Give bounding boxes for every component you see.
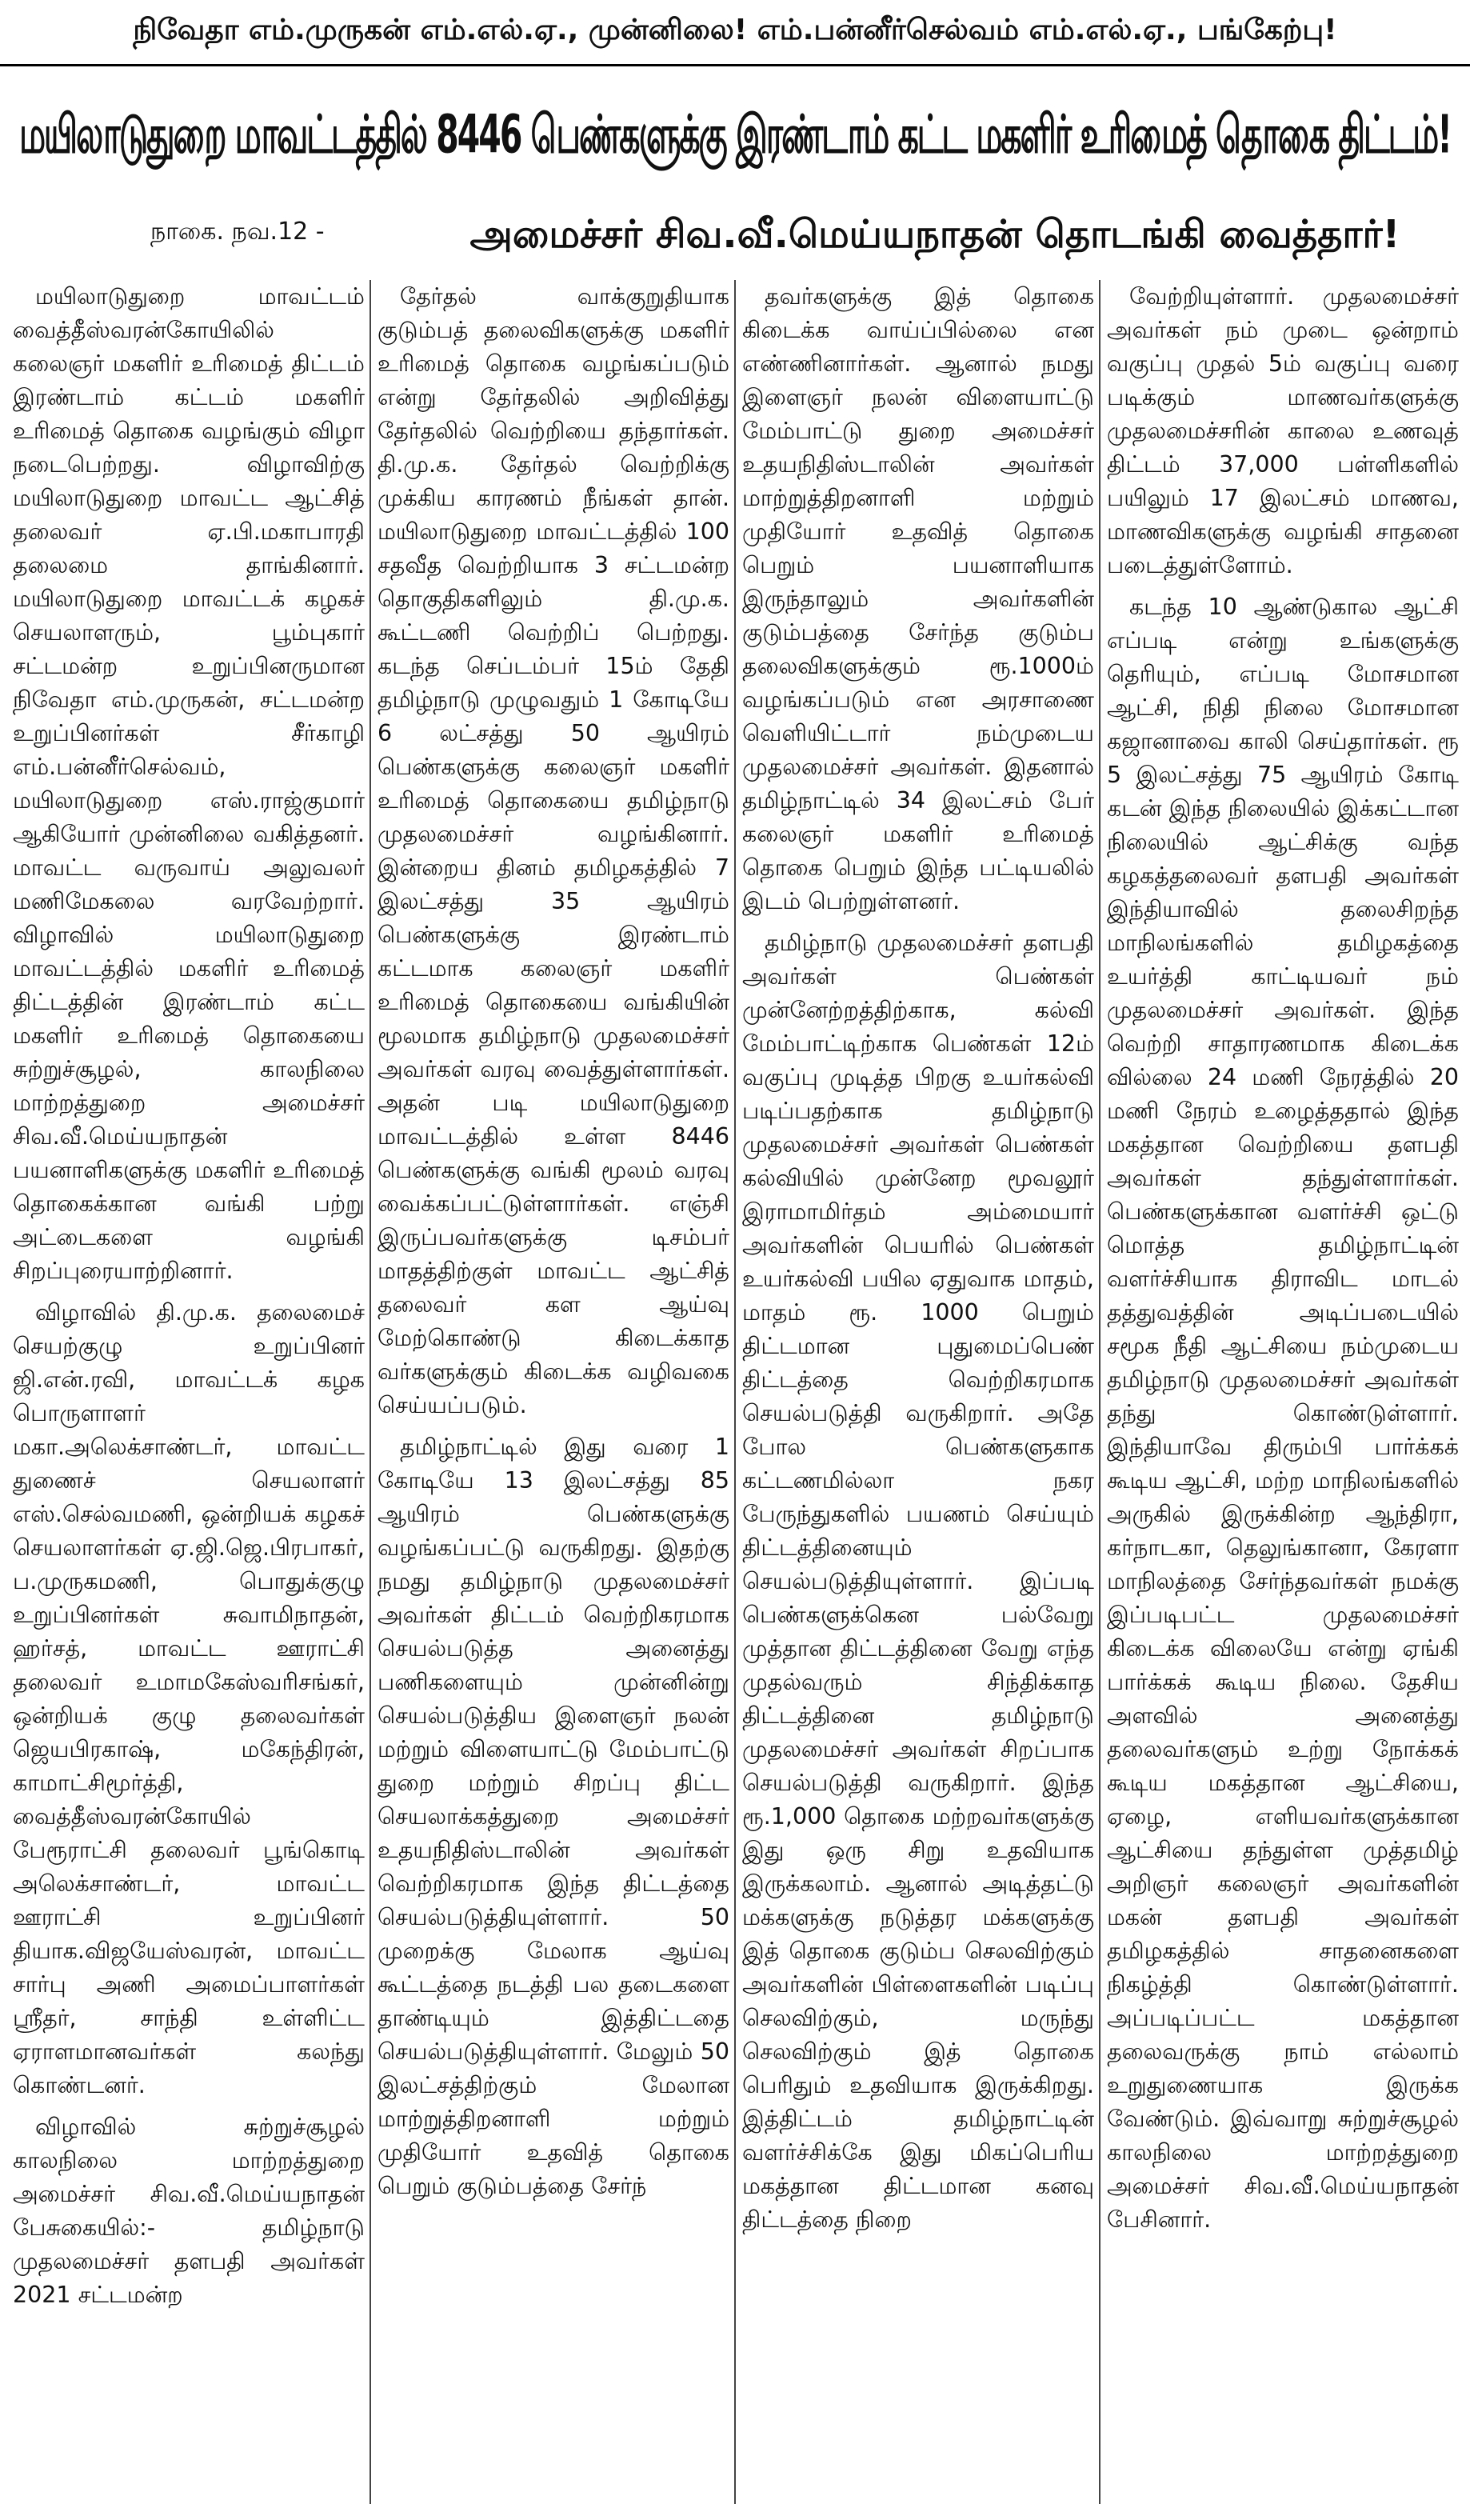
paragraph: கடந்த 10 ஆண்டுகால ஆட்சி எப்படி என்று உங்களுக்கு தெரியும், எப்படி மோசமான ஆட்சி, நிதி நிலை மோசமான கஜானாவை காலி செய்தார்கள். ரூ 5 இலட்சத்து 75 ஆயிரம் கோடி கடன் இந்த நிலையில் இக்கட்டான நிலையில் ஆட்சிக்கு வந்த கழகத்தலைவர் தளபதி அவர்கள் இந்தியாவில் தலைசிறந்த மாநிலங்களில் தமிழகத்தை உயர்த்தி காட்டியவர் நம் முதலமைச்சர் அவர்கள். இந்த வெற்றி சாதாரணமாக கிடைக்க வில்லை 24 மணி நேரத்தில் 20 மணி நேரம் உழைத்ததால் இந்த மகத்தான வெற்றியை தளபதி அவர்கள் தந்துள்ளார்கள். பெண்களுக்கான வளர்ச்சி ஒட்டு மொத்த தமிழ்நாட்டின் வளர்ச்சியாக திராவிட மாடல் தத்துவத்தின் அடிப்படையில் சமூக நீதி ஆட்சியை நம்முடைய தமிழ்நாடு முதலமைச்சர் அவர்கள் தந்து கொண்டுள்ளார். இந்தியாவே திரும்பி பார்க்கக் கூடிய ஆட்சி, மற்ற மாநிலங்களில் அருகில் இருக்கின்ற ஆந்திரா, கர்நாடகா, தெலுங்கானா, கேரளா மாநிலத்தை சேர்ந்தவர்கள் நமக்கு இப்படிபட்ட முதலமைச்சர் கிடைக்க விலையே என்று ஏங்கி பார்க்கக் கூடிய நிலை. தேசிய அளவில் அனைத்து தலைவர்களும் உற்று நோக்கக் கூடிய மகத்தான ஆட்சியை, ஏழை, எளியவர்களுக்கான ஆட்சியை தந்துள்ள முத்தமிழ் அறிஞர் கலைஞர் அவர்களின் மகன் தளபதி அவர்கள் தமிழகத்தில் சாதனைகளை நிகழ்த்தி கொண்டுள்ளார். அப்படிப்பட்ட மகத்தான தலைவருக்கு நாம் எல்லாம் உறுதுணையாக இருக்க வேண்டும். இவ்வாறு சுற்றுச்சூழல் காலநிலை மாற்றத்துறை அமைச்சர் சிவ.வீ.மெய்யநாதன் பேசினார். <box>1107 594 1459 2233</box>
paragraph: தமிழ்நாடு முதலமைச்சர் தளபதி அவர்கள் பெண்கள் முன்னேற்றத்திற்காக, கல்வி மேம்பாட்டிற்காக பெண்கள் 12ம் வகுப்பு முடித்த பிறகு உயர்கல்வி படிப்பதற்காக தமிழ்நாடு முதலமைச்சர் அவர்கள் பெண்கள் கல்வியில் முன்னேற மூவலூர் இராமாமிர்தம் அம்மையார் அவர்களின் பெயரில் பெண்கள் உயர்கல்வி பயில ஏதுவாக மாதம், மாதம் ரூ. 1000 பெறும் திட்டமான புதுமைப்பெண் திட்டத்தை வெற்றிகரமாக செயல்படுத்தி வருகிறார். அதே போல பெண்களுகாக கட்டணமில்லா நகர பேருந்துகளில் பயணம் செய்யும் திட்டத்தினையும் செயல்படுத்தியுள்ளார். இப்படி பெண்களுக்கென பல்வேறு முத்தான திட்டத்தினை வேறு எந்த முதல்வரும் சிந்திக்காத திட்டத்தினை தமிழ்நாடு முதலமைச்சர் அவர்கள் சிறப்பாக செயல்படுத்தி வருகிறார். இந்த ரூ.1,000 தொகை மற்றவர்களுக்கு இது ஒரு சிறு உதவியாக இருக்கலாம். ஆனால் அடித்தட்டு மக்களுக்கு நடுத்தர மக்களுக்கு இத் தொகை குடும்ப செலவிற்கும் அவர்களின் பிள்ளைகளின் படிப்பு செலவிற்கும், மருந்து செலவிற்கும் இத் தொகை பெரிதும் உதவியாக இருக்கிறது. இத்திட்டம் தமிழ்நாட்டின் வளர்ச்சிக்கே இது மிகப்பெரிய மகத்தான திட்டமான கனவு திட்டத்தை நிறை <box>742 930 1094 2233</box>
column-rule <box>1099 280 1101 2504</box>
paragraph: வேற்றியுள்ளார். முதலமைச்சர் அவர்கள் நம் முடை ஒன்றாம் வகுப்பு முதல் 5ம் வகுப்பு வரை படிக்கும் மாணவர்களுக்கு முதலமைச்சரின் காலை உணவுத் திட்டம் 37,000 பள்ளிகளில் பயிலும் 17 இலட்சம் மாணவ, மாணவிகளுக்கு வழங்கி சாதனை படைத்துள்ளோம். <box>1107 283 1459 578</box>
paragraph: விழாவில் தி.மு.க. தலைமைச் செயற்குழு உறுப்பினர் ஜி.என்.ரவி, மாவட்டக் கழக பொருளாளர் மகா.அலெக்சாண்டர், மாவட்ட துணைச் செயலாளர் எஸ்.செல்வமணி, ஒன்றியக் கழகச் செயலாளர்கள் ஏ.ஜி.ஜெ.பிரபாகர், ப.முருகமணி, பொதுக்குழு உறுப்பினர்கள் சுவாமிநாதன், ஹர்சத், மாவட்ட ஊராட்சி தலைவர் உமாமகேஸ்வரிசங்கர், ஒன்றியக் குழு தலைவர்கள் ஜெயபிரகாஷ், மகேந்திரன், காமாட்சிமூர்த்தி, வைத்தீஸ்வரன்கோயில் பேரூராட்சி தலைவர் பூங்கொடி அலெக்சாண்டர், மாவட்ட ஊராட்சி உறுப்பினர் தியாக.விஜயேஸ்வரன், மாவட்ட சார்பு அணி அமைப்பாளர்கள் ஸ்ரீதர், சாந்தி உள்ளிட்ட ஏராளமானவர்கள் கலந்து கொண்டனர். <box>13 1299 365 2098</box>
paragraph: தேர்தல் வாக்குறுதியாக குடும்பத் தலைவிகளுக்கு மகளிர் உரிமைத் தொகை வழங்கப்படும் என்று தேர்தலில் அறிவித்து தேர்தலில் வெற்றியை தந்தார்கள். தி.மு.க. தேர்தல் வெற்றிக்கு முக்கிய காரணம் நீங்கள் தான். மயிலாடுதுறை மாவட்டத்தில் 100 சதவீத வெற்றியாக 3 சட்டமன்ற தொகுதிகளிலும் தி.மு.க. கூட்டணி வெற்றிப் பெற்றது. கடந்த செப்டம்பர் 15ம் தேதி தமிழ்நாடு முழுவதும் 1 கோடியே 6 லட்சத்து 50 ஆயிரம் பெண்களுக்கு கலைஞர் மகளிர் உரிமைத் தொகையை தமிழ்நாடு முதலமைச்சர் வழங்கினார். இன்றைய தினம் தமிழகத்தில் 7 இலட்சத்து 35 ஆயிரம் பெண்களுக்கு இரண்டாம் கட்டமாக கலைஞர் மகளிர் உரிமைத் தொகையை வங்கியின் மூலமாக தமிழ்நாடு முதலமைச்சர் அவர்கள் வரவு வைத்துள்ளார்கள். அதன் படி மயிலாடுதுறை மாவட்டத்தில் உள்ள 8446 பெண்களுக்கு வங்கி மூலம் வரவு வைக்கப்பட்டுள்ளார்கள். எஞ்சி இருப்பவர்களுக்கு டிசம்பர் மாதத்திற்குள் மாவட்ட ஆட்சித் தலைவர் கள ஆய்வு மேற்கொண்டு கிடைக்காத வர்களுக்கும் கிடைக்க வழிவகை செய்யப்படும். <box>377 283 729 1418</box>
paragraph: மயிலாடுதுறை மாவட்டம் வைத்தீஸ்வரன்கோயிலில் கலைஞர் மகளிர் உரிமைத் திட்டம் இரண்டாம் கட்டம் மகளிர் உரிமைத் தொகை வழங்கும் விழா நடைபெற்றது. விழாவிற்கு மயிலாடுதுறை மாவட்ட ஆட்சித் தலைவர் ஏ.பி.மகாபாரதி தலைமை தாங்கினார். மயிலாடுதுறை மாவட்டக் கழகச் செயலாளரும், பூம்புகார் சட்டமன்ற உறுப்பினருமான நிவேதா எம்.முருகன், சட்டமன்ற உறுப்பினர்கள் சீர்காழி எம்.பன்னீர்செல்வம், மயிலாடுதுறை எஸ்.ராஜ்குமார் ஆகியோர் முன்னிலை வகித்தனர். மாவட்ட வருவாய் அலுவலர் மணிமேகலை வரவேற்றார். விழாவில் மயிலாடுதுறை மாவட்டத்தில் மகளிர் உரிமைத் திட்டத்தின் இரண்டாம் கட்ட மகளிர் உரிமைத் தொகையை சுற்றுச்சூழல், காலநிலை மாற்றத்துறை அமைச்சர் சிவ.வீ.மெய்யநாதன் பயனாளிகளுக்கு மகளிர் உரிமைத் தொகைக்கான வங்கி பற்று அட்டைகளை வழங்கி சிறப்புரையாற்றினார். <box>13 283 365 1284</box>
article-column-4 <box>1107 280 1459 2512</box>
paragraph: தவர்களுக்கு இத் தொகை கிடைக்க வாய்ப்பில்லை என எண்ணினார்கள். ஆனால் நமது இளைஞர் நலன் விளையாட்டு மேம்பாட்டு துறை அமைச்சர் உதயநிதிஸ்டாலின் அவர்கள் மாற்றுத்திறனாளி மற்றும் முதியோர் உதவித் தொகை பெறும் பயனாளியாக இருந்தாலும் அவர்களின் குடும்பத்தை சேர்ந்த குடும்ப தலைவிகளுக்கும் ரூ.1000ம் வழங்கப்படும் என அரசாணை வெளியிட்டார் நம்முடைய முதலமைச்சர் அவர்கள். இதனால் தமிழ்நாட்டில் 34 இலட்சம் பேர் கலைஞர் மகளிர் உரிமைத் தொகை பெறும் இந்த பட்டியலில் இடம் பெற்றுள்ளனர். <box>742 283 1094 914</box>
headline-text: மயிலாடுதுறை மாவட்டத்தில் 8446 பெண்களுக்கு இரண்டாம் கட்ட மகளிர் உரிமைத் தொகை திட்டம்! <box>19 103 1451 166</box>
article-column-1 <box>13 240 365 2512</box>
article-column-2 <box>377 280 729 2512</box>
dateline: நாகை. நவ.12 - <box>150 218 325 246</box>
article-column-3 <box>742 280 1094 2512</box>
subheadline <box>400 198 1470 275</box>
paragraph: தமிழ்நாட்டில் இது வரை 1 கோடியே 13 இலட்சத்து 85 ஆயிரம் பெண்களுக்கு வழங்கப்பட்டு வருகிறது. இதற்கு நமது தமிழ்நாடு முதலமைச்சர் அவர்கள் திட்டம் வெற்றிகரமாக செயல்படுத்த அனைத்து பணிகளையும் முன்னின்று செயல்படுத்திய இளைஞர் நலன் மற்றும் விளையாட்டு மேம்பாட்டு துறை மற்றும் சிறப்பு திட்ட செயலாக்கத்துறை அமைச்சர் உதயநிதிஸ்டாலின் அவர்கள் வெற்றிகரமாக இந்த திட்டத்தை செயல்படுத்தியுள்ளார். 50 முறைக்கு மேலாக ஆய்வு கூட்டத்தை நடத்தி பல தடைகளை தாண்டியும் இத்திட்டதை செயல்படுத்தியுள்ளார். மேலும் 50 இலட்சத்திற்கும் மேலான மாற்றுத்திறனாளி மற்றும் முதியோர் உதவித் தொகை பெறும் குடும்பத்தை சேர்ந் <box>377 1434 729 2199</box>
dateline-spacer <box>13 240 365 280</box>
column-rule <box>369 280 371 2504</box>
paragraph: விழாவில் சுற்றுச்சூழல் காலநிலை மாற்றத்துறை அமைச்சர் சிவ.வீ.மெய்யநாதன் பேசுகையில்:- தமிழ்நாடு முதலமைச்சர் தளபதி அவர்கள் 2021 சட்டமன்ற <box>13 2114 365 2308</box>
top-strip-banner <box>0 0 1470 66</box>
column-rule <box>734 280 736 2504</box>
top-strip-text: நிவேதா எம்.முருகன் எம்.எல்.ஏ., முன்னிலை! எம்.பன்னீர்செல்வம் எம்.எல்.ஏ., பங்கேற்பு! <box>133 14 1337 46</box>
headline <box>0 86 1470 190</box>
subheadline-text: அமைச்சர் சிவ.வீ.மெய்யநாதன் தொடங்கி வைத்தார்! <box>469 212 1400 257</box>
